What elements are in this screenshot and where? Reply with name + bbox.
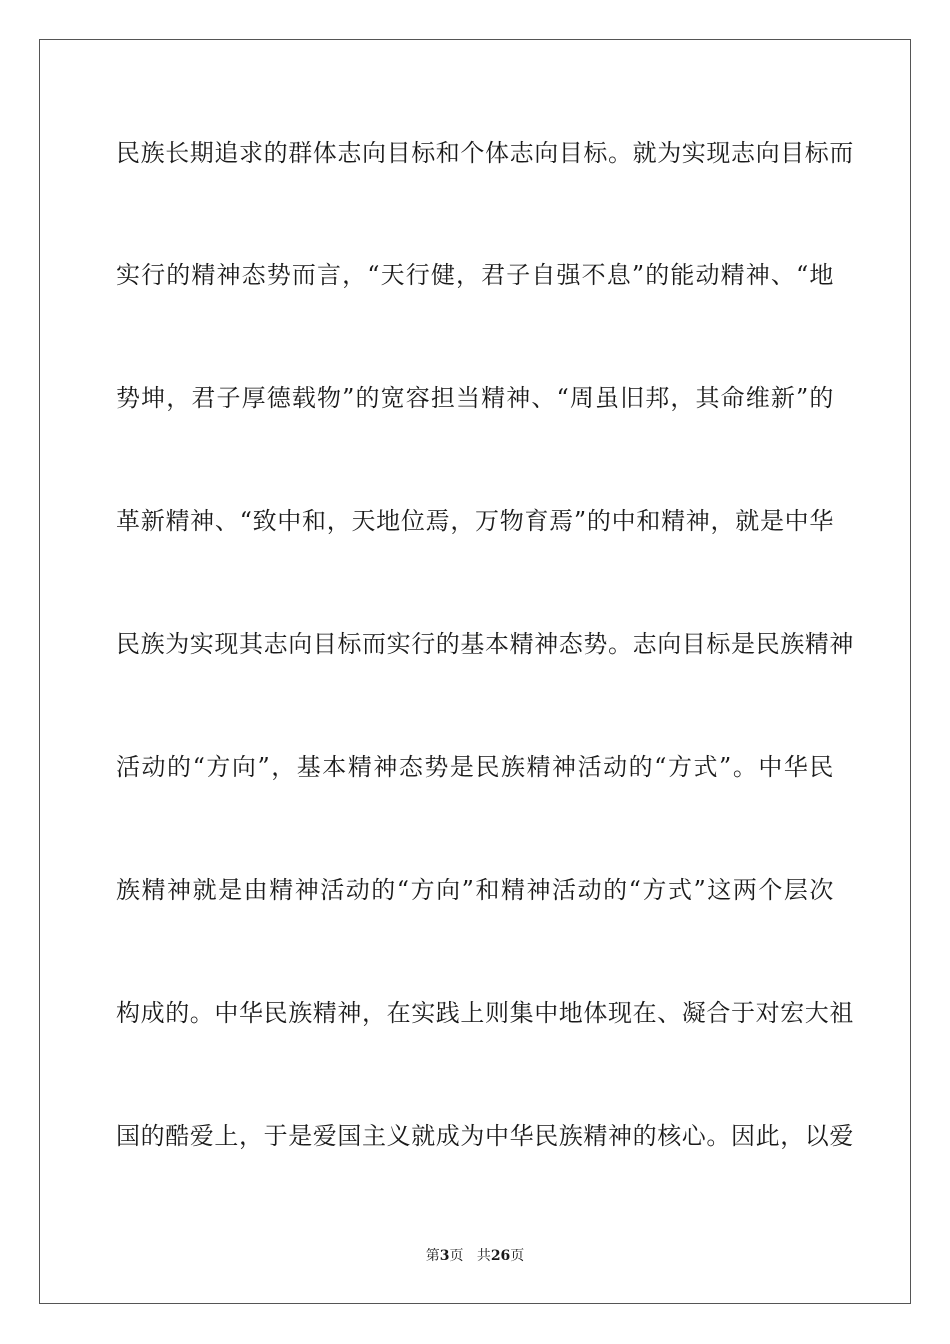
page-number: 3 (439, 1248, 450, 1264)
total-suffix: 页 (510, 1248, 525, 1264)
body-text-line: 国的酷爱上，于是爱国主义就成为中华民族精神的核心。因此，以爱 (116, 1122, 854, 1150)
page-prefix: 第 (425, 1248, 440, 1264)
total-prefix: 共 (476, 1248, 491, 1264)
body-text-line: 活动的“方向”，基本精神态势是民族精神活动的“方式”。中华民 (116, 753, 834, 781)
total-pages: 26 (490, 1248, 511, 1264)
body-text-line: 民族长期追求的群体志向目标和个体志向目标。就为实现志向目标而 (116, 139, 854, 167)
page-footer (0, 1247, 950, 1265)
body-text-line: 革新精神、“致中和，天地位焉，万物育焉”的中和精神，就是中华 (116, 507, 834, 535)
body-text-line: 民族为实现其志向目标而实行的基本精神态势。志向目标是民族精神 (116, 630, 854, 658)
page-suffix: 页 (449, 1248, 464, 1264)
page-border (39, 39, 911, 1304)
body-text-line: 实行的精神态势而言，“天行健，君子自强不息”的能动精神、“地 (116, 261, 834, 289)
body-text-line: 构成的。中华民族精神，在实践上则集中地体现在、凝合于对宏大祖 (116, 999, 854, 1027)
body-text-line: 族精神就是由精神活动的“方向”和精神活动的“方式”这两个层次 (116, 876, 834, 904)
body-text-line: 势坤，君子厚德载物”的宽容担当精神、“周虽旧邦，其命维新”的 (116, 384, 834, 412)
